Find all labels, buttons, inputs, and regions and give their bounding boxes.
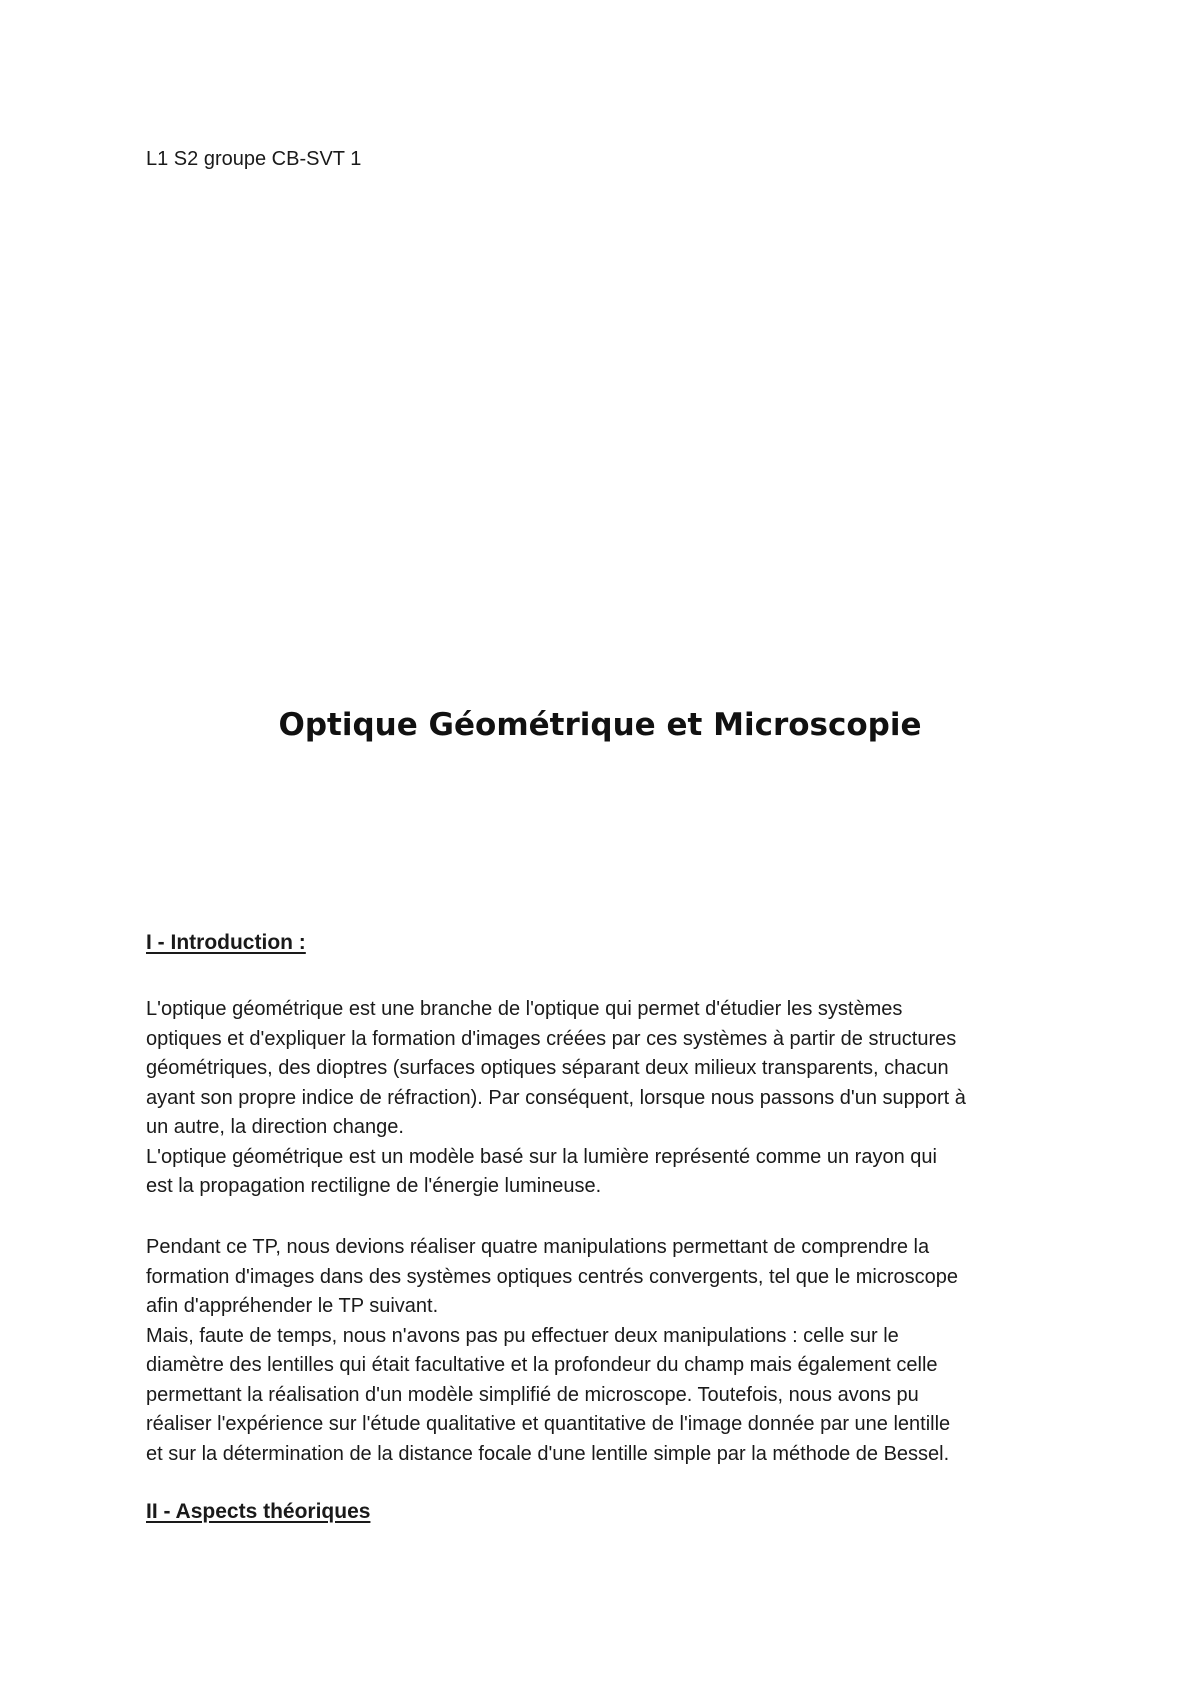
- text-line: un autre, la direction change.: [146, 1116, 404, 1138]
- group-line: L1 S2 groupe CB-SVT 1: [146, 148, 362, 170]
- text-line: réaliser l'expérience sur l'étude qualitative et quantitative de l'image donnée par une lentille: [146, 1413, 951, 1435]
- text-line: et sur la détermination de la distance focale d'une lentille simple par la méthode de Bessel.: [146, 1442, 950, 1465]
- text-line: L'optique géométrique est un modèle basé sur la lumière représenté comme un rayon qui: [146, 1145, 937, 1168]
- text-line: diamètre des lentilles qui était facultative et la profondeur du champ mais également celle: [146, 1354, 938, 1376]
- introduction-paragraph-1: [146, 995, 1066, 1202]
- text-line: afin d'appréhender le TP suivant.: [146, 1295, 439, 1317]
- text-line: est la propagation rectiligne de l'énergie lumineuse.: [146, 1175, 602, 1197]
- document-title: Optique Géométrique et Microscopie: [278, 707, 922, 743]
- section-heading-aspects-theoriques: II - Aspects théoriques: [146, 1500, 371, 1523]
- text-line: Mais, faute de temps, nous n'avons pas pu effectuer deux manipulations : celle sur le: [146, 1324, 899, 1347]
- text-line: géométriques, des dioptres (surfaces optiques séparant deux milieux transparents, chacun: [146, 1057, 949, 1079]
- text-line: Pendant ce TP, nous devions réaliser quatre manipulations permettant de comprendre la: [146, 1236, 930, 1258]
- section-heading-introduction: I - Introduction :: [146, 931, 306, 954]
- text-line: ayant son propre indice de réfraction). Par conséquent, lorsque nous passons d'un support à: [146, 1086, 966, 1109]
- introduction-paragraph-2: [146, 1233, 1066, 1469]
- text-line: permettant la réalisation d'un modèle simplifié de microscope. Toutefois, nous avons pu: [146, 1383, 919, 1406]
- text-line: L'optique géométrique est une branche de l'optique qui permet d'étudier les systèmes: [146, 998, 903, 1020]
- text-line: optiques et d'expliquer la formation d'images créées par ces systèmes à partir de structures: [146, 1027, 957, 1050]
- text-line: formation d'images dans des systèmes optiques centrés convergents, tel que le microscope: [146, 1265, 959, 1288]
